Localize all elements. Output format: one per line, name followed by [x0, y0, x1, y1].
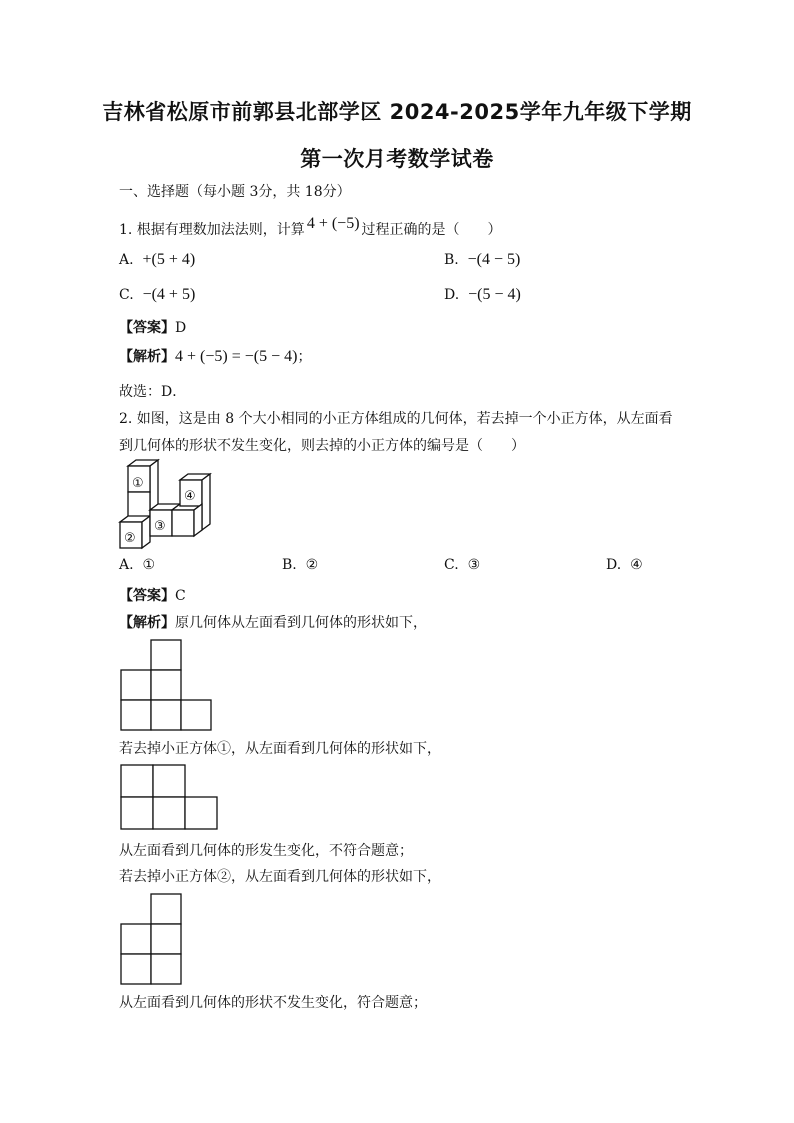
q1-option-a	[119, 251, 195, 269]
view-square	[151, 670, 181, 700]
page-title-line1: 吉林省松原市前郭县北部学区 2024-2025学年九年级下学期	[102, 100, 692, 124]
q1-analysis-math: 4 + (−5) = −(5 − 4)	[175, 348, 298, 365]
q1-analysis-tag: 【解析】	[119, 349, 175, 365]
q2-option-c-label: C.	[444, 557, 459, 573]
q2-answer-tag: 【答案】	[119, 588, 175, 604]
view-square	[153, 797, 185, 829]
q2-option-b-label: B.	[282, 557, 297, 573]
q1-conclusion: 故选：D．	[119, 384, 187, 400]
q2-stem-line1: 2. 如图，这是由 8 个大小相同的小正方体组成的几何体，若去掉一个小正方体，从左面看	[119, 411, 673, 427]
q1-option-b-label: B.	[444, 252, 459, 268]
view-square	[151, 640, 181, 670]
q1-stem-suffix: 过程正确的是（ ）	[361, 222, 502, 238]
q1-analysis	[119, 346, 311, 366]
q2-option-a	[119, 557, 155, 573]
q2-option-c-value: ③	[467, 557, 481, 573]
view-square	[153, 765, 185, 797]
q1-answer-tag: 【答案】	[119, 320, 175, 336]
q1-option-b	[444, 251, 520, 269]
q1-answer-value: D	[175, 320, 187, 336]
q1-option-d-label: D.	[444, 287, 460, 303]
q1-option-a-label: A.	[119, 252, 134, 268]
q2-option-c	[444, 557, 480, 573]
left-view-original	[120, 639, 215, 731]
q2-option-a-label: A.	[119, 557, 134, 573]
q2-option-d-label: D.	[606, 557, 622, 573]
view-square	[185, 797, 217, 829]
cube-label-2: ②	[124, 531, 136, 546]
view-square	[121, 924, 151, 954]
q1-stem-math: 4 + (−5)	[306, 215, 360, 232]
q1-stem-prefix: 1. 根据有理数加法法则，计算	[119, 222, 305, 238]
q1-option-d	[444, 286, 521, 304]
q2-answer-value: C	[175, 588, 186, 604]
q2-analysis-text: 原几何体从左面看到几何体的形状如下，	[175, 615, 427, 631]
q1-stem	[119, 215, 502, 239]
cube-figure	[112, 458, 222, 553]
q1-option-c	[119, 286, 195, 304]
view-square	[151, 894, 181, 924]
q1-option-a-math: +(5 + 4)	[142, 251, 196, 268]
view-square	[151, 924, 181, 954]
view-square	[121, 954, 151, 984]
q2-option-a-value: ①	[142, 557, 156, 573]
q2-analysis-tag: 【解析】	[119, 615, 175, 631]
cube-label-1: ①	[132, 476, 144, 491]
q1-analysis-end: ；	[297, 349, 312, 365]
left-view-remove-1	[120, 764, 220, 830]
cube-front-face	[172, 510, 194, 536]
cube-label-3: ③	[154, 519, 166, 534]
q1-option-b-math: −(4 − 5)	[467, 251, 521, 268]
q2-option-d-value: ④	[630, 557, 643, 573]
cube-front-face	[128, 492, 150, 518]
cube-side-face	[202, 474, 210, 530]
view-square	[151, 700, 181, 730]
q2-remove-1: 若去掉小正方体①，从左面看到几何体的形状如下，	[119, 741, 441, 757]
q2-option-b	[282, 557, 318, 573]
page-title-line2: 第一次月考数学试卷	[300, 147, 494, 171]
view-square	[121, 670, 151, 700]
cube-side-face	[142, 516, 150, 548]
q1-option-d-math: −(5 − 4)	[468, 286, 521, 303]
cube-label-4: ④	[184, 489, 196, 504]
view-square	[121, 700, 151, 730]
view-square	[121, 797, 153, 829]
view-square	[181, 700, 211, 730]
view-square	[121, 765, 153, 797]
q1-option-c-math: −(4 + 5)	[142, 286, 196, 303]
q2-analysis	[119, 612, 427, 632]
section-heading: 一、选择题（每小题 3分，共 18分）	[119, 184, 351, 200]
q2-answer	[119, 585, 186, 605]
q2-result-2: 从左面看到几何体的形状不发生变化，符合题意；	[119, 995, 427, 1011]
left-view-remove-2	[120, 893, 184, 985]
q2-result-1: 从左面看到几何体的形发生变化，不符合题意；	[119, 843, 413, 859]
q2-stem-line2: 到几何体的形状不发生变化，则去掉的小正方体的编号是（ ）	[119, 438, 525, 454]
q2-remove-2: 若去掉小正方体②，从左面看到几何体的形状如下，	[119, 869, 441, 885]
q1-option-c-label: C.	[119, 287, 134, 303]
cube-side-face	[194, 504, 202, 536]
q2-option-d	[606, 557, 643, 573]
view-square	[151, 954, 181, 984]
q1-answer	[119, 317, 186, 337]
q2-option-b-value: ②	[305, 557, 319, 573]
